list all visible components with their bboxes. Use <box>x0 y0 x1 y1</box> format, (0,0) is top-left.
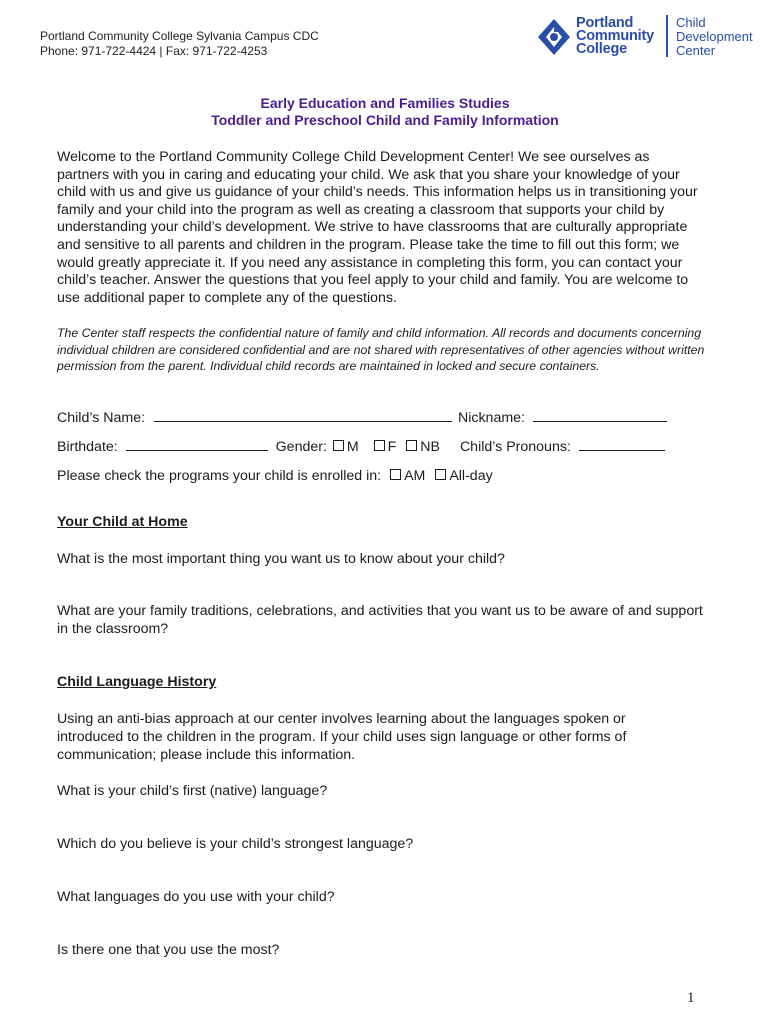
child-name-row <box>57 408 667 427</box>
program-allday-checkbox[interactable] <box>435 469 446 480</box>
child-name-label: Child’s Name: <box>57 410 146 426</box>
logo-sub-line3: Center <box>676 43 716 58</box>
program-allday-label: All-day <box>449 468 493 484</box>
document-title: Early Education and Families Studies <box>260 95 510 111</box>
language-answer-3[interactable] <box>57 910 717 934</box>
page-number: 1 <box>687 990 695 1006</box>
home-answer-2[interactable] <box>57 642 717 666</box>
gender-m-label: M <box>346 439 359 455</box>
birthdate-label: Birthdate: <box>57 439 118 455</box>
nickname-label: Nickname: <box>457 410 525 426</box>
gender-f-label: F <box>387 439 397 455</box>
birthdate-field[interactable] <box>126 437 268 451</box>
gender-nb-checkbox[interactable] <box>406 440 417 451</box>
document-subtitle: Toddler and Preschool Child and Family Information <box>211 112 559 128</box>
home-question-2: What are your family traditions, celebrations, and activities that you want us to be aware of and support in the classroom? <box>57 603 703 637</box>
section-heading-home: Your Child at Home <box>57 514 188 530</box>
birthdate-gender-row <box>57 437 665 456</box>
nickname-field[interactable] <box>533 408 667 422</box>
language-question-2: Which do you believe is your child’s strongest language? <box>57 836 414 852</box>
header-phone-line: Phone: 971-722-4424 | Fax: 971-722-4253 <box>40 44 268 58</box>
language-answer-2[interactable] <box>57 857 717 881</box>
program-am-checkbox[interactable] <box>390 469 401 480</box>
logo-divider <box>666 15 668 57</box>
language-question-1: What is your child’s first (native) language? <box>57 783 328 799</box>
logo-sub-line1: Child <box>676 15 706 30</box>
gender-f-checkbox[interactable] <box>374 440 385 451</box>
language-question-3: What languages do you use with your child? <box>57 889 335 905</box>
language-answer-4[interactable] <box>57 963 717 987</box>
home-answer-1[interactable] <box>57 572 717 596</box>
pcc-spiral-icon <box>536 17 572 57</box>
gender-nb-label: NB <box>420 439 440 455</box>
pcc-logo <box>536 14 752 60</box>
logo-name-line2: Community <box>576 28 654 44</box>
section-heading-language: Child Language History <box>57 674 217 690</box>
welcome-paragraph: Welcome to the Portland Community College Child Development Center! We see ourselves as partners with you in caring and educating your child. We ask that you share your knowledge of your child with us and give us guidance of your child’s needs. This information helps us in transitioning your family and your child into the program as well as creating a classroom that supports your child by understanding your child’s development. We strive to have classrooms that are culturally appropriate and sensitive to all parents and children in the program. Please take the time to fill out this form; we would greatly appreciate it. If you need any assistance in completing this form, you can contact your child’s teacher. Answer the questions that you feel apply to your child and family. You are welcome to use additional paper to complete any of the questions. <box>57 149 698 306</box>
header-campus-line: Portland Community College Sylvania Campus CDC <box>40 29 319 43</box>
confidentiality-note: The Center staff respects the confidential nature of family and child information. All records and documents concerning individual children are considered confidential and are not shared with representatives of other agencies without written permission from the parent. Individual child records are maintained in locked and secure containers. <box>57 326 705 374</box>
logo-sub-line2: Development <box>676 29 753 44</box>
child-name-field[interactable] <box>154 408 452 422</box>
gender-m-checkbox[interactable] <box>333 440 344 451</box>
programs-label: Please check the programs your child is enrolled in: <box>57 468 382 484</box>
program-am-label: AM <box>404 468 426 484</box>
programs-row <box>57 467 493 485</box>
language-intro: Using an anti-bias approach at our center involves learning about the languages spoken or introduced to the children in the program. If your child uses sign language or other forms of communication; please include this information. <box>57 711 627 763</box>
pronouns-field[interactable] <box>579 437 665 451</box>
language-answer-1[interactable] <box>57 804 717 828</box>
language-question-4: Is there one that you use the most? <box>57 942 280 958</box>
logo-name-line3: College <box>576 41 627 57</box>
gender-label: Gender: <box>275 439 327 455</box>
logo-name-line1: Portland <box>576 15 634 31</box>
home-question-1: What is the most important thing you want us to know about your child? <box>57 551 505 567</box>
pronouns-label: Child’s Pronouns: <box>459 439 571 455</box>
